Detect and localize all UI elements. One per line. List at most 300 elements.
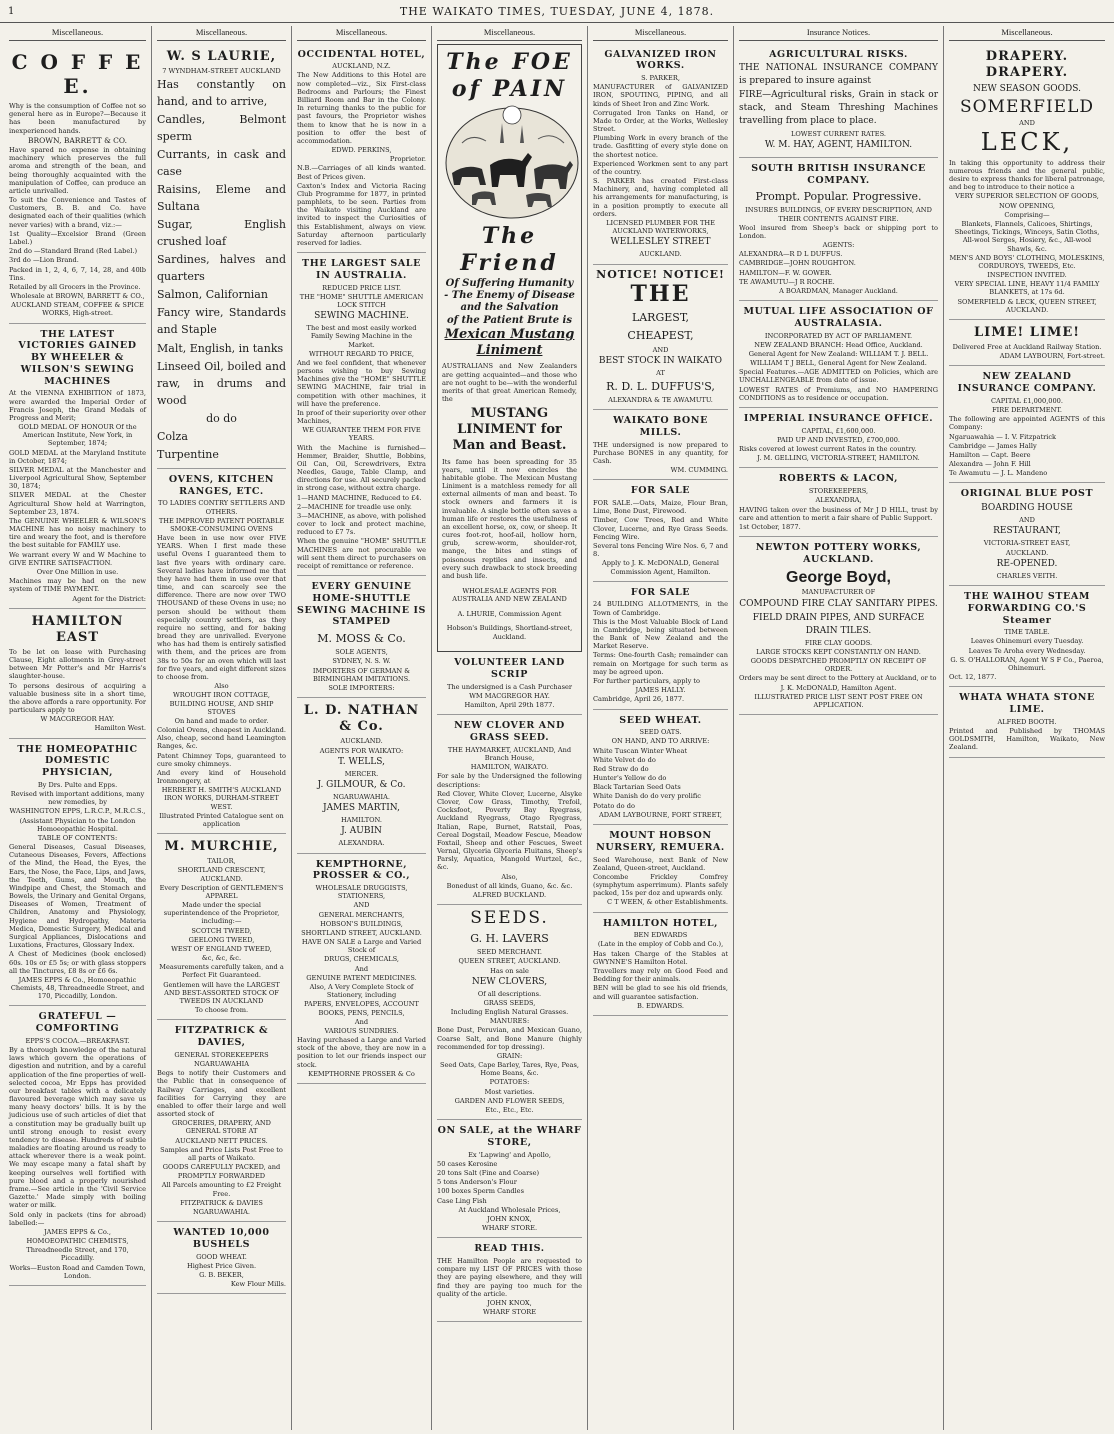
ad-text: HAMILTON—F. W. GOWER. <box>739 268 832 277</box>
ad-text: ALEXANDRA—R D L DUFFUS. <box>739 250 843 259</box>
ad-text: SOMERFIELD <box>959 96 1095 117</box>
ad-text: Plumbing Work in every branch of the trade. Gasfitting of every style done on the shortest notice. <box>593 134 728 159</box>
ad-title: OVENS, KITCHEN RANGES, ETC. <box>168 473 275 497</box>
ad-title: W. S LAURIE, <box>166 48 277 64</box>
ad-text: NGARUAWAHIA <box>194 1059 249 1068</box>
hamilton-hotel-ad <box>593 913 728 1016</box>
ad-text: BEN will be glad to see his old friends, and will guarantee satisfaction. <box>593 984 728 1001</box>
ad-text: Currants, in cask and case <box>157 148 286 179</box>
ad-text: WEST OF ENGLAND TWEED, <box>171 944 272 953</box>
ad-text: 1st October, 1877. <box>739 522 801 531</box>
ad-text: Turpentine <box>157 447 219 461</box>
ad-text: General Diseases, Casual Diseases, Cutaneous Diseases, Fevers, Affections of the Mind, the Head, the Eyes, the Ears, the Nose, the Face, Lips, and Jaws, the Teeth, Gums, and Mouth, the Windpipe and Chest, the Stomach and Bowels, the Urinary and Genital Organs, Diseases of Women, Treatment of Children, Anatomy and Physiology, Hygiene and Hydropathy, Materia Medica, Domestic Surgery, Medical and Surgical Appliances, Dislocations and Luxations, Fractures, Glossary Index. <box>9 843 146 950</box>
ad-text: IMPORTERS OF GERMAN & BIRMINGHAM IMITATIONS. <box>312 666 411 683</box>
ad-text: Delivered Free at Auckland Railway Station. <box>952 343 1102 351</box>
ad-text: Oct. 12, 1877. <box>949 673 997 682</box>
ad-text: AGENTS FOR WAIKATO: <box>319 746 404 755</box>
ad-text: HERBERT H. SMITH'S AUCKLAND IRON WORKS, DURHAM-STREET WEST. <box>161 786 282 811</box>
ad-text: Bonedust of all kinds, Guano, &c. &c. <box>446 881 573 890</box>
ad-text: FOR SALE.—Oats, Maize, Flour Bran, Lime, Bone Dust, Firewood. <box>593 499 728 516</box>
ad-text: JOHN KNOX, <box>487 1298 532 1307</box>
ad-text: Experienced Workmen sent to any part of the country. <box>593 159 728 176</box>
ad-text: Cambridge — James Hally <box>949 441 1037 450</box>
ad-text: GOODS DESPATCHED PROMPTLY ON RECEIPT OF ORDER. <box>750 657 927 674</box>
ad-text: WITHOUT REGARD TO PRICE, <box>308 349 414 358</box>
laurie-ad <box>157 44 286 469</box>
ad-title: L. D. NATHAN & Co. <box>303 703 420 735</box>
ad-text: In taking this opportunity to address their numerous friends and the general public, desire to express thanks for liberal patronage, and beg to introduce to their notice a <box>949 158 1105 192</box>
ad-text: Comprising— <box>1004 210 1050 219</box>
ad-text: The New Additions to this Hotel are now completed—viz., Six First-class Bedrooms and Parlours; the Finest Billiard Room and Bar in the Colony. In returning thanks to the public for past favours, the Proprietor wishes them to know that he is now in a position to offer the best of accommodation. <box>297 71 426 145</box>
ad-text: MEN'S AND BOYS' CLOTHING, MOLESKINS, CORDUROYS, TWEEDS, Etc. <box>949 253 1105 270</box>
ad-text: HAMILTON. <box>341 816 382 825</box>
ad-text: Orders may be sent direct to the Pottery at Auckland, or to <box>739 674 937 683</box>
ad-text: LOWEST CURRENT RATES. <box>791 129 886 138</box>
ad-text: 2nd do —Standard Brand (Red Label.) <box>9 247 138 256</box>
ovens-ad <box>157 469 286 834</box>
ad-title: HAMILTON HOTEL, <box>602 917 719 929</box>
ad-text: G. B. BEKER, <box>199 1270 244 1279</box>
ad-text: GENERAL MERCHANTS, <box>318 910 405 919</box>
ad-title: C O F F E E. <box>11 49 144 99</box>
ad-text: This is the Most Valuable Block of Land in Cambridge, being situated between the Bank of New Zealand and the Market Reserve. <box>593 617 728 651</box>
ad-text: INSURES BUILDINGS, OF EVERY DESCRIPTION, AND THEIR CONTENTS AGAINST FIRE. <box>745 206 932 223</box>
ad-text: &c, &c, &c. <box>201 954 242 963</box>
ad-text: Sugar, English crushed loaf <box>157 218 286 249</box>
ad-text: Highest Price Given. <box>186 1261 257 1270</box>
ad-text: TIME TABLE. <box>1004 628 1050 637</box>
ad-text: Begs to notify their Customers and the Public that in consequence of Railway Carriages, and excellent facilities for Carrying they are enabled to offer their large and well assorted stock of <box>157 1069 286 1119</box>
ad-text: Having purchased a Large and Varied stock of the above, they are now in a position to let our friends inspect our stock. <box>297 1036 426 1069</box>
ad-title: ORIGINAL BLUE POST <box>960 488 1094 500</box>
ad-text: GRAIN: <box>496 1051 523 1060</box>
ad-text: GENUINE PATENT MEDICINES. <box>306 973 417 982</box>
ad-text: All Parcels amounting to £2 Freight Free. <box>161 1181 282 1198</box>
ad-text: 2—MACHINE for treadle use only. <box>297 502 412 511</box>
ad-text: Has constantly on hand, and to arrive, <box>157 77 286 108</box>
ad-title: LIME! LIME! <box>974 324 1080 340</box>
ad-text: CHEAPEST, <box>627 329 694 343</box>
south-british-insurance-ad <box>739 158 938 301</box>
ad-text: AND <box>652 345 669 354</box>
ad-text: WASHINGTON EPPS, L.R.C.P., M.R.C.S., <box>9 807 146 816</box>
ad-text: CAMBRIDGE—JOHN ROUGHTON. <box>739 259 856 268</box>
seed-wheat-ad <box>593 710 728 825</box>
somerfield-leck-ad <box>949 44 1105 320</box>
ad-product: MUSTANG LINIMENT for Man and Beast. <box>452 406 567 454</box>
ad-text: Over One Million in use. <box>36 567 119 576</box>
ad-text: do do <box>206 411 237 425</box>
ad-text: SHORTLAND CRESCENT, AUCKLAND. <box>177 866 266 883</box>
occidental-hotel-ad <box>297 44 426 254</box>
ad-text: SEED MERCHANT. <box>477 948 542 957</box>
ad-text: ALEXANDRA & TE AWAMUTU. <box>608 395 713 404</box>
ad-text: THE <box>630 281 691 308</box>
ad-text: AUCKLAND STEAM, COFFEE & SPICE WORKS, High-street. <box>11 301 144 318</box>
column-2 <box>152 26 292 1430</box>
ad-text: NGARUAWAHIA. <box>332 792 391 801</box>
ad-title: SEEDS. <box>470 908 549 929</box>
ad-title: WHATA WHATA STONE LIME. <box>959 692 1095 716</box>
ad-text: G. H. LAVERS <box>470 932 549 946</box>
wanted-wheat-ad <box>157 1222 286 1294</box>
ad-text: Concombe Frickley Comfrey (symphytum asperrimum). Plants safely packed, 15s per doz and upwards only. <box>593 872 728 898</box>
ad-text: LOWEST RATES of Premiums, and NO HAMPERING CONDITIONS as to residence or occupation. <box>739 385 938 402</box>
ad-text: VARIOUS SUNDRIES. <box>324 1026 399 1035</box>
ad-text: Cambridge, April 26, 1877. <box>593 695 685 704</box>
kempthorne-prosser-ad <box>297 854 426 1084</box>
epps-cocoa-ad <box>9 1006 146 1286</box>
ad-text: WHOLESALE DRUGGISTS, STATIONERS, <box>315 884 408 901</box>
ad-text: By a thorough knowledge of the natural laws which govern the operations of digestion and nutrition, and by a careful application of the fine properties of well-selected cocoa, Mr Epps has provided our breakfast tables with a delicately flavoured beverage which may save us many heavy doctors' bills. It is by the judicious use of such articles of diet that a constitution may be gradually built up until strong enough to resist every tendency to disease. Hundreds of subtle maladies are floating around us ready to attack wherever there is a weak point. We may escape many a fatal shaft by keeping ourselves well fortified with pure blood and a properly nourished frame.—See article in the 'Civil Service Gazette.' Made simply with boiling water or milk. <box>9 1046 146 1210</box>
ad-text: Most varieties. <box>484 1087 535 1096</box>
ad-title: THE LARGEST SALE IN AUSTRALIA. <box>302 258 421 281</box>
column-5 <box>588 26 734 1430</box>
ad-title: AGRICULTURAL RISKS. <box>769 48 908 60</box>
ad-text: TABLE OF CONTENTS: <box>37 833 118 842</box>
masthead <box>0 0 1114 23</box>
ad-text: FIRE CLAY GOODS. <box>804 638 873 647</box>
column-3 <box>292 26 432 1430</box>
ad-text: J. M. GELLING, VICTORIA-STREET, HAMILTON. <box>757 454 920 463</box>
ad-text: Proprietor. <box>389 155 426 164</box>
ad-text: WHOLESALE AGENTS FOR AUSTRALIA AND NEW ZEALAND <box>452 586 567 603</box>
ad-title: NOTICE! NOTICE! <box>596 267 725 281</box>
ad-text: Of all descriptions. <box>477 989 542 998</box>
ad-text: Seed Warehouse, next Bank of New Zealand, Queen-street, Auckland. <box>593 855 728 872</box>
read-this-ad <box>437 1238 582 1322</box>
fitzpatrick-davies-ad <box>157 1020 286 1222</box>
ad-text: Salmon, Californian <box>157 288 268 302</box>
ad-text: 1st Quality—Excelsior Brand (Green Label.) <box>9 229 146 246</box>
ad-text: INSPECTION INVITED. <box>987 271 1067 280</box>
column-header: Miscellaneous. <box>9 26 146 41</box>
ad-text: Retailed by all Grocers in the Province. <box>9 282 141 291</box>
ad-text: FIRE—Agricultural risks, Grain in stack or stack, and Steam Threshing Machines travelling from place to place. <box>739 90 938 127</box>
column-7 <box>944 26 1110 1430</box>
ad-text: AT <box>656 368 665 377</box>
column-4 <box>432 26 588 1430</box>
ad-title: SEED WHEAT. <box>619 714 702 726</box>
ad-title: FOR SALE <box>630 485 691 497</box>
ad-title: NEW ZEALAND INSURANCE COMPANY. <box>957 371 1097 395</box>
ad-title: THE WAIHOU STEAM FORWARDING CO.'S Steamer <box>964 591 1090 626</box>
mustang-liniment-ad <box>437 44 582 653</box>
ad-text: The best and most easily worked Family Sewing Machine in the Market. <box>306 324 417 349</box>
ad-text: WILLIAM T J BELL, General Agent for New Zealand. <box>750 359 927 368</box>
ad-text: Linseed Oil, boiled and raw, in drums and wood <box>157 359 286 407</box>
ad-text: 5 tons Anderson's Flour <box>437 1178 517 1187</box>
ad-text: PAID UP AND INVESTED, £700,000. <box>776 435 901 444</box>
ad-text: Including English Natural Grasses. <box>450 1008 569 1017</box>
ad-text: Packed in 1, 2, 4, 6, 7, 14, 28, and 40lb Tins. <box>9 265 146 282</box>
ad-text: Alexandra — John F. Hill <box>949 460 1031 469</box>
ad-slogan: Of Suffering Humanity - The Enemy of Disease and the Salvation <box>444 277 575 314</box>
ad-text: Etc., Etc., Etc. <box>485 1105 534 1114</box>
ad-slogan: of the Patient Brute is <box>447 314 572 326</box>
ad-text: Candles, Belmont sperm <box>157 112 286 143</box>
clover-grass-seed-ad <box>437 715 582 905</box>
ad-text: Several tons Fencing Wire Nos. 6, 7 and 8. <box>593 541 728 559</box>
home-shuttle-ad <box>297 253 426 576</box>
ad-text: Why is the consumption of Coffee not so general here as in Europe?—Because it has been manufactured by inexperienced hands. <box>9 102 146 135</box>
ad-text: AUCKLAND. <box>340 737 383 746</box>
ad-text: Have spared no expense in obtaining machinery which preserves the full aroma and strength of the bean, and being thoroughly acquainted with the manipulation of Coffee, can produce an article unrivalled. <box>9 146 146 195</box>
column-header: Miscellaneous. <box>437 26 582 41</box>
ad-text: 50 cases Kerosine <box>437 1159 498 1168</box>
ad-text: HOMOEOPATHIC CHEMISTS, <box>26 1237 129 1246</box>
agricultural-risks-ad <box>739 44 938 158</box>
ad-text: THE IMPROVED PATENT PORTABLE SMOKE-CONSUMING OVENS <box>158 516 285 533</box>
ad-text: Threadneedle Street, and 170, Piccadilly. <box>26 1246 129 1263</box>
ad-text: HAVING taken over the business of Mr J D HILL, trust by care and attention to merit a fair share of Public Support. <box>739 505 938 522</box>
ad-text: JAMES EPPS & Co., <box>44 1227 111 1236</box>
ad-text: Wool insured from Sheep's back or shipping port to London. <box>739 223 938 240</box>
ad-text: AUCKLAND. <box>639 250 682 259</box>
ad-text: CHARLES VEITH. <box>996 571 1058 580</box>
ad-text: SHORTLAND STREET, AUCKLAND. <box>301 928 422 937</box>
ad-text: GOOD WHEAT. <box>196 1252 247 1261</box>
ad-text: LICENSED PLUMBER FOR THE AUCKLAND WATERWORKS, <box>606 218 715 236</box>
newton-pottery-ad <box>739 537 938 715</box>
ad-text: HAVE ON SALE a Large and Varied Stock of <box>301 938 422 955</box>
ad-text: Seed Oats, Cape Barley, Tares, Rye, Peas, Home Beans, &c. <box>440 1061 579 1078</box>
nathan-agents-ad <box>297 698 426 853</box>
ad-text: Hamilton, April 29th 1877. <box>464 701 555 710</box>
waihou-steam-ad <box>949 586 1105 687</box>
ad-text: For further particulars, apply to <box>593 676 701 685</box>
ad-text: SCOTCH TWEED, <box>191 926 252 935</box>
ad-text: White Danish do do very prolific <box>593 792 701 801</box>
ad-text: WM MACGREGOR HAY. <box>469 692 550 701</box>
ad-text: G. S. O'HALLORAN, Agent W S F Co., Paeroa, Ohinemuri. <box>950 655 1104 672</box>
ad-text: Its fame has been spreading for 35 years, until it now encircles the habitable globe. The Mexican Mustang Liniment is a matchless remedy for all external ailments of man and beast. To stock owners and farmers it is invaluable. A single bottle often saves a human life or restores the usefulness of an excellent horse, ox, cow, or sheep. It cures foot-rot, hoof-ail, hollow horn, grub, screw-worm, shoulder-rot, mange, the bites and stings of poisonous reptiles and insects, and every such drawback to stock breeding and bush life. <box>442 457 577 580</box>
ad-text: W. M. HAY, AGENT, HAMILTON. <box>764 139 913 150</box>
ad-text: Machines may be had on the new system of TIME PAYMENT. <box>9 577 146 594</box>
wharf-store-ad <box>437 1120 582 1238</box>
ad-title: FOR SALE <box>630 586 691 598</box>
ad-text: THE NATIONAL INSURANCE COMPANY is prepared to insure against <box>739 63 938 87</box>
ad-text: Has taken Charge of the Stables at GWYNNE'S Hamilton Hotel. <box>593 949 728 966</box>
ad-text: To be let on lease with Purchasing Clause, Eight allotments in Grey-street between Mr Potter's and Mr Harris's slaughter-house. <box>9 647 146 681</box>
ad-text: REDUCED PRICE LIST. <box>322 283 401 292</box>
ad-text: Revised with important additions, many new remedies, by <box>10 790 145 807</box>
ad-text: S. PARKER, <box>641 74 680 83</box>
ad-text: Every Description of GENTLEMEN'S APPAREL <box>159 883 284 900</box>
ad-text: Te Awamutu — J. L. Mandeno <box>949 469 1048 478</box>
ad-text: M. MOSS & Co. <box>317 632 406 646</box>
ad-text: T. WELLS, <box>338 756 385 767</box>
ad-title: GALVANIZED IRON WORKS. <box>604 48 717 72</box>
ad-text: MERCER. <box>344 769 379 778</box>
ad-text: Apply to J. K. McDONALD, General Commission Agent, Hamilton. <box>601 559 720 576</box>
ad-text: 3—MACHINE, as above, with polished cover to lock and protect machine, reduced to £7 7s. <box>297 511 426 537</box>
ad-text: AND <box>1019 118 1035 127</box>
ad-text: Sardines, halves and quarters <box>157 253 286 284</box>
ad-text: Potato do do <box>593 801 635 810</box>
column-header: Miscellaneous. <box>297 26 426 41</box>
ad-text: MANUFACTURER OF <box>801 588 876 597</box>
ad-text: GOLD MEDAL at the Maryland Institute in October, 1874; <box>9 448 146 465</box>
ad-text: White Velvet do do <box>593 755 656 764</box>
ad-text: Wholesale at BROWN, BARRETT & CO., <box>10 292 145 301</box>
column-header: Miscellaneous. <box>593 26 728 41</box>
ad-text: Leaves Te Aroha every Wednesday. <box>968 646 1086 655</box>
ad-text: 20 tons Salt (Fine and Coarse) <box>437 1169 540 1178</box>
ad-text: Has on sale <box>490 966 529 975</box>
ad-text: DRUGS, CHEMICALS, <box>323 955 400 964</box>
ad-text: GENERAL STOREKEEPERS <box>174 1050 269 1059</box>
ad-title: DRAPERY. DRAPERY. <box>985 48 1069 80</box>
ad-text: MANUFACTURER of GALVANIZED IRON, SPOUTING, PIPING, and all kinds of Sheet Iron and Zinc Work. <box>593 83 728 108</box>
column-header: Miscellaneous. <box>157 26 286 41</box>
ad-text: White Tuscan Winter Wheat <box>593 746 688 755</box>
ad-title: OCCIDENTAL HOTEL, <box>297 48 426 60</box>
ad-text: GRASS SEEDS, <box>483 998 536 1007</box>
whata-whata-lime-ad <box>949 687 1105 757</box>
ad-text: Fancy wire, Standards and Staple <box>157 306 286 337</box>
ad-title: NEW CLOVER AND GRASS SEED. <box>454 720 565 744</box>
moss-agents-ad <box>297 576 426 698</box>
ad-text: PROMPTLY FORWARDED <box>177 1172 266 1181</box>
ad-text: JAMES HALLY. <box>635 686 686 695</box>
ad-title: MUTUAL LIFE ASSOCIATION OF AUSTRALASIA. <box>743 306 934 329</box>
ad-text: VICTORIA-STREET EAST, <box>983 539 1071 548</box>
lavers-seeds-ad <box>437 905 582 1120</box>
ad-text: THE undersigned is now prepared to Purchase BONES in any quantity, for Cash. <box>593 440 728 466</box>
ad-text: (Late in the employ of Cobb and Co.), <box>597 940 724 949</box>
column-6 <box>734 26 944 1430</box>
ad-text: When the genuine "HOME" SHUTTLE MACHINES are not procurable we will sent them direct to purchasers on receipt of remittance or reference. <box>297 537 426 570</box>
ad-text: AND <box>353 901 370 910</box>
ad-text: N.B.—Carriages of all kinds wanted. Best of Prices given. <box>297 164 426 181</box>
ad-friend-title: The Friend <box>460 223 559 277</box>
ad-text: GEELONG TWEED, <box>188 935 255 944</box>
cambridge-allotments-ad <box>593 582 728 710</box>
galvanized-iron-ad <box>593 44 728 265</box>
ad-text: VERY SPECIAL LINE, HEAVY 11/4 FAMILY BLANKETS, at 17s 6d. <box>954 280 1100 297</box>
ad-text: AUCKLAND NETT PRICES. <box>175 1136 268 1145</box>
ad-text: S. PARKER has created First-class Machinery, and, having completed all his arrangements for manufacturing, is in a position promptly to execute all orders. <box>593 177 728 218</box>
ad-text: JAMES EPPS & Co., Homoeopathic Chemists, 48, Threadneedle Street, and 170, Piccadilly, London. <box>10 975 145 1001</box>
ad-title: IMPERIAL INSURANCE OFFICE. <box>743 412 934 424</box>
page-number: 1 <box>8 5 16 17</box>
ad-text: AUSTRALIANS and New Zealanders are getting acquainted—and those who are not ought to be—with the wonderful merits of that great American Remedy, the <box>442 362 577 404</box>
ad-text: SILVER MEDAL at the Chester Agricultural Show held at Warrington, September 23, 1874. <box>9 491 146 516</box>
column-1 <box>4 26 152 1430</box>
ad-text: By Drs. Pulte and Epps. <box>37 780 118 789</box>
ad-text: B. EDWARDS. <box>637 1001 684 1010</box>
ad-text: LARGE STOCKS KEPT CONSTANTLY ON HAND. <box>756 647 921 656</box>
ad-text: ILLUSTRATED PRICE LIST SENT POST FREE ON APPLICATION. <box>754 692 923 709</box>
ad-text: VERY SUPERIOR SELECTION OF GOODS, <box>955 192 1099 201</box>
ad-text: And <box>354 964 369 973</box>
ad-text: Malt, English, in tanks <box>157 341 284 355</box>
ad-title: M. MURCHIE, <box>164 839 279 855</box>
duffus-notice-ad <box>593 265 728 411</box>
ad-text: HOBSON'S BUILDINGS, <box>320 919 403 928</box>
ad-text: J. GILMOUR, & Co. <box>317 779 406 790</box>
ad-text: 100 boxes Sperm Candles <box>437 1187 524 1196</box>
ad-text: Hunter's Yellow do do <box>593 774 667 783</box>
ad-text: RESTAURANT, <box>993 526 1061 537</box>
ad-title: NEWTON POTTERY WORKS, AUCKLAND. <box>755 542 922 565</box>
ad-text: SOMERFIELD & LECK, QUEEN STREET, AUCKLAND. <box>957 297 1097 314</box>
ad-title: ON SALE, at the WHARF STORE, <box>437 1125 582 1148</box>
ad-text: Have been in use now over FIVE YEARS. When I first made these useful Ovens I guaranteed them to last five years with ordinary care. Several ladies have informed me that they have had them in use over that time, and can scarcely see the difference. There are now over TWO THOUSAND of these Ovens in use; no person should be without them especially country settlers, as they require no setting, and for baking bread they are unrivalled. Everyone who has had them is entirely satisfied with them, and the prices are from 38s to 50s for an oven which will last for five years, and eight different sizes to choose from. <box>157 534 286 681</box>
ad-text: NEW CLOVERS, <box>471 976 548 987</box>
ad-text: Patent Chimney Tops, guaranteed to cure smoky chimneys. <box>157 751 286 768</box>
ad-text: PAPERS, ENVELOPES, ACCOUNT BOOKS, PENS, PENCILS, <box>304 1000 419 1017</box>
ad-text: Bone Dust, Peruvian, and Mexican Guano, Coarse Salt, and Bone Manure (highly recommended for top dressing). <box>437 1026 582 1051</box>
ad-text: STOREKEEPERS, <box>808 487 869 496</box>
ad-text: THE HAYMARKET, AUCKLAND, And Branch House, <box>447 745 572 763</box>
ad-title: KEMPTHORNE, PROSSER & CO., <box>312 858 411 882</box>
ad-text: CAPITAL, £1,600,000. <box>801 426 876 435</box>
ad-text: Raisins, Eleme and Sultana <box>157 183 286 214</box>
ad-title: GRATEFUL — COMFORTING <box>35 1011 120 1035</box>
ad-title: ROBERTS & LACON, <box>778 473 899 485</box>
ad-text: Gentlemen will have the LARGEST AND BEST-ASSORTED STOCK OF TWEEDS IN AUCKLAND <box>163 980 280 1005</box>
ad-text: BROWN, BARRETT & CO. <box>28 135 127 145</box>
ad-text: CAPITAL £1,000,000. <box>991 396 1063 405</box>
ad-title: EVERY GENUINE HOME-SHUTTLE SEWING MACHINE IS STAMPED <box>297 581 426 628</box>
ad-text: WHARF STORE <box>482 1308 537 1317</box>
ad-text: General Agent for New Zealand: WILLIAM T. J. BELL. <box>748 349 929 358</box>
ad-text: 1—HAND MACHINE, Reduced to £4. <box>297 493 422 502</box>
ad-text: Case Ling Fish <box>437 1196 487 1205</box>
ad-text: BOARDING HOUSE <box>981 503 1073 514</box>
ad-text: BEN EDWARDS <box>633 931 688 940</box>
land-scrip-ad <box>437 652 582 715</box>
ad-text: Travellers may rely on Good Feed and Bedding for their animals. <box>593 967 728 984</box>
ad-text: GARDEN AND FLOWER SEEDS, <box>454 1096 565 1105</box>
ad-text: Hamilton — Capt. Beere <box>949 450 1031 459</box>
homeopathic-physician-ad <box>9 739 146 1007</box>
ad-text: 3rd do —Lion Brand. <box>9 256 79 265</box>
ad-text: Agent for the District: <box>72 594 146 603</box>
ad-text: GOLD MEDAL OF HONOUR Of the American Institute, New York, in September, 1874; <box>18 423 137 448</box>
ad-text: JOHN KNOX, <box>487 1214 532 1223</box>
ad-text: SOLE IMPORTERS: <box>328 683 395 692</box>
ad-text: WE GUARANTEE THEM FOR FIVE YEARS. <box>302 426 421 443</box>
ad-text: COMPOUND FIRE CLAY SANITARY PIPES. <box>739 598 938 609</box>
ad-text: Terms: One-fourth Cash; remainder can remain on Mortgage for such term as may be agreed upon. <box>593 651 728 676</box>
ad-text: LARGEST, <box>631 311 690 325</box>
blue-post-boarding-ad <box>949 483 1105 586</box>
ad-text: FITZPATRICK & DAVIES <box>180 1198 263 1207</box>
ad-text: QUEEN STREET, AUCKLAND. <box>458 957 561 966</box>
column-header: Insurance Notices. <box>739 26 938 41</box>
ad-text: LECK, <box>980 128 1074 157</box>
ad-text: NEW ZEALAND BRANCH: Head Office, Auckland. <box>754 340 923 349</box>
ad-text: To persons desirous of acquiring a valuable business site in a short time, the above affords a rare opportunity. For particulars apply to <box>9 681 146 715</box>
coffee-ad <box>9 44 146 324</box>
ad-text: Made under the special superintendence of the Proprietor, including:— <box>163 901 280 926</box>
ad-text: At Auckland Wholesale Prices, <box>458 1205 561 1214</box>
ad-text: R. D. L. DUFFUS'S, <box>606 379 715 393</box>
ad-text: Corrugated Iron Tanks on Hand, or Made to Order, at the Works, Wellesley Street. <box>593 108 728 134</box>
ad-text: HAMILTON, WAIKATO. <box>470 763 549 772</box>
ad-text: Black Tartarian Seed Oats <box>593 783 681 792</box>
ad-text: Caxton's Index and Victoria Racing Club Programme for 1877, in printed pamphlets, to be seen. Parties from the Waikato visiting Auckland are invited to inspect the Curiosities of this Establishment, always on view. Saturday afternoon particularly reserved for ladies. <box>297 181 426 247</box>
ad-text: Also, <box>501 872 518 881</box>
ad-text: 24 BUILDING ALLOTMENTS, in the Town of Cambridge. <box>593 600 728 617</box>
ad-text: To suit the Convenience and Tastes of Customers, B. B. and Co. have designated each of their qualities (which never varies) with a brand, viz.:— <box>9 196 146 229</box>
ad-title: READ THIS. <box>474 1243 545 1255</box>
ad-text: Sold only in packets (tins for abroad) labelled:— <box>9 1210 146 1227</box>
ad-text: C T WEEN, & other Establishments. <box>607 898 728 907</box>
